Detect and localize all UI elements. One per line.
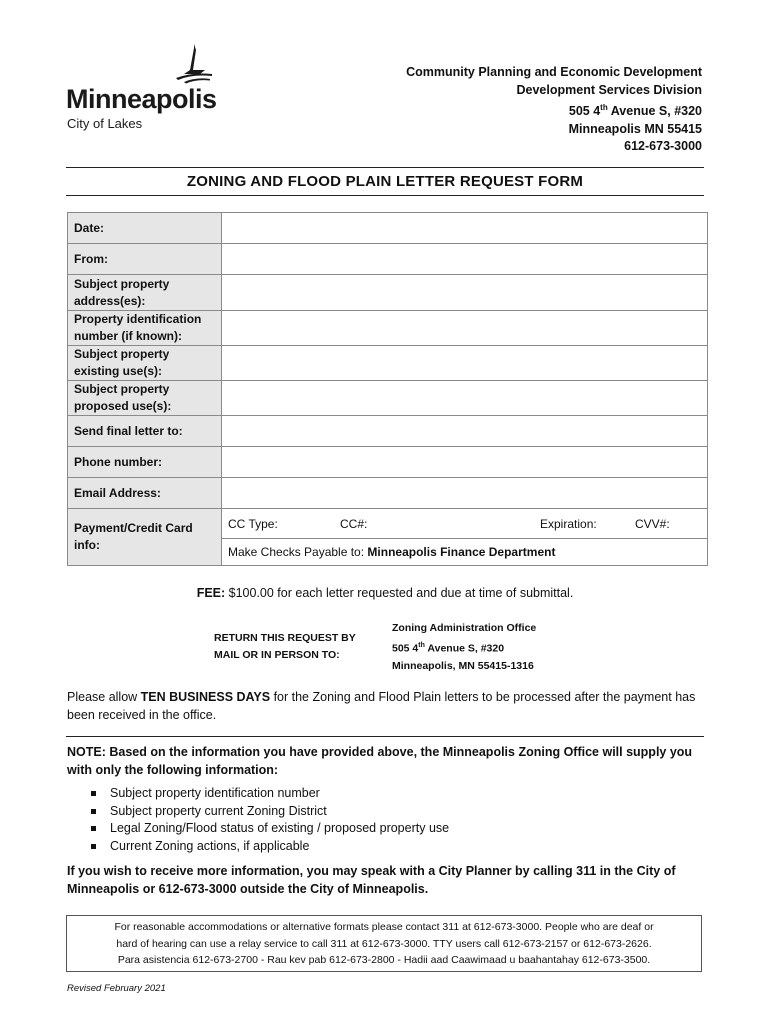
note-rule	[66, 736, 704, 737]
address-street: 505 4th Avenue S, #320	[568, 103, 702, 119]
form-row	[68, 416, 708, 447]
list-item: Subject property current Zoning District	[88, 803, 449, 821]
payment-row	[68, 509, 708, 539]
expiration-label: Expiration:	[540, 516, 597, 531]
form-row	[68, 311, 708, 346]
revised-date: Revised February 2021	[67, 983, 166, 994]
return-instructions: RETURN THIS REQUEST BY MAIL OR IN PERSON TO:	[214, 632, 356, 661]
list-item: Subject property identification number	[88, 785, 449, 803]
proposed-use-field[interactable]	[222, 381, 708, 416]
sailboat-icon	[174, 44, 214, 88]
email-address-field[interactable]	[222, 478, 708, 509]
property-id-field[interactable]	[222, 311, 708, 346]
address-city: Minneapolis MN 55415	[568, 121, 702, 136]
form-row	[68, 244, 708, 275]
checks-payee: Minneapolis Finance Department	[367, 545, 556, 559]
credit-card-field[interactable]	[222, 509, 708, 539]
form-row	[68, 447, 708, 478]
form-row	[68, 346, 708, 381]
info-list	[88, 785, 449, 855]
field-label: Subject property existing use(s):	[68, 346, 222, 381]
note-text: NOTE: Based on the information you have provided above, the Minneapolis Zoning Office will supply you with only the following information:	[67, 745, 693, 777]
more-info-text: If you wish to receive more information, you may speak with a City Planner by calling 311 in the City of Minneapolis or 612-673-3000 outside the City of Minneapolis.	[67, 864, 676, 896]
cvv-label: CVV#:	[635, 516, 670, 531]
address-line: Community Planning and Economic Development	[406, 65, 702, 79]
date-field[interactable]	[222, 213, 708, 244]
phone-number-field[interactable]	[222, 447, 708, 478]
field-label: From:	[68, 244, 222, 275]
payment-label: Payment/Credit Card info:	[68, 509, 222, 566]
existing-use-field[interactable]	[222, 346, 708, 381]
field-label: Phone number:	[68, 447, 222, 478]
form-row	[68, 213, 708, 244]
title-rule	[66, 195, 704, 196]
fee-line: FEE: $100.00 for each letter requested and due at time of submittal.	[196, 586, 574, 600]
field-label: Subject property proposed use(s):	[68, 381, 222, 416]
cc-number-label: CC#:	[340, 516, 368, 531]
request-form-table	[67, 212, 708, 566]
processing-time-note: Please allow TEN BUSINESS DAYS for the Zoning and Flood Plain letters to be processed after the payment has been received in the office.	[67, 690, 696, 722]
logo-name: Minneapolis	[66, 84, 217, 114]
field-label: Date:	[68, 213, 222, 244]
send-letter-to-field[interactable]	[222, 416, 708, 447]
checks-payable-cell: Make Checks Payable to: Minneapolis Finance Department	[222, 539, 708, 566]
list-item: Legal Zoning/Flood status of existing / proposed property use	[88, 820, 449, 838]
list-item: Current Zoning actions, if applicable	[88, 838, 449, 856]
address-line: Development Services Division	[516, 82, 702, 97]
city-logo	[66, 44, 216, 136]
address-phone: 612-673-3000	[624, 139, 702, 154]
field-label: Property identification number (if known):	[68, 311, 222, 346]
property-address-field[interactable]	[222, 275, 708, 311]
field-label: Subject property address(es):	[68, 275, 222, 311]
form-row	[68, 275, 708, 311]
department-address	[406, 64, 702, 156]
zoning-office-address: Zoning Administration Office 505 4th Avenue S, #320 Minneapolis, MN 55415-1316	[392, 622, 537, 672]
field-label: Email Address:	[68, 478, 222, 509]
form-row	[68, 381, 708, 416]
from-field[interactable]	[222, 244, 708, 275]
header-rule	[66, 167, 704, 168]
accessibility-box: For reasonable accommodations or alternative formats please contact 311 at 612-673-3000. People who are deaf or hard of hearing can use a relay service to call 311 at 612-673-3000. TTY users call 612-673-2157 or 612-673-2626. Para asistencia 612-673-2700 - Rau kev pab 612-673-2800 - Hadii aad Caawimaad u baahantahay 612-673-3500.	[66, 915, 702, 972]
form-row	[68, 478, 708, 509]
form-title: ZONING AND FLOOD PLAIN LETTER REQUEST FORM	[186, 173, 584, 190]
cc-type-label: CC Type:	[228, 516, 278, 531]
field-label: Send final letter to:	[68, 416, 222, 447]
logo-tagline: City of Lakes	[67, 116, 143, 131]
